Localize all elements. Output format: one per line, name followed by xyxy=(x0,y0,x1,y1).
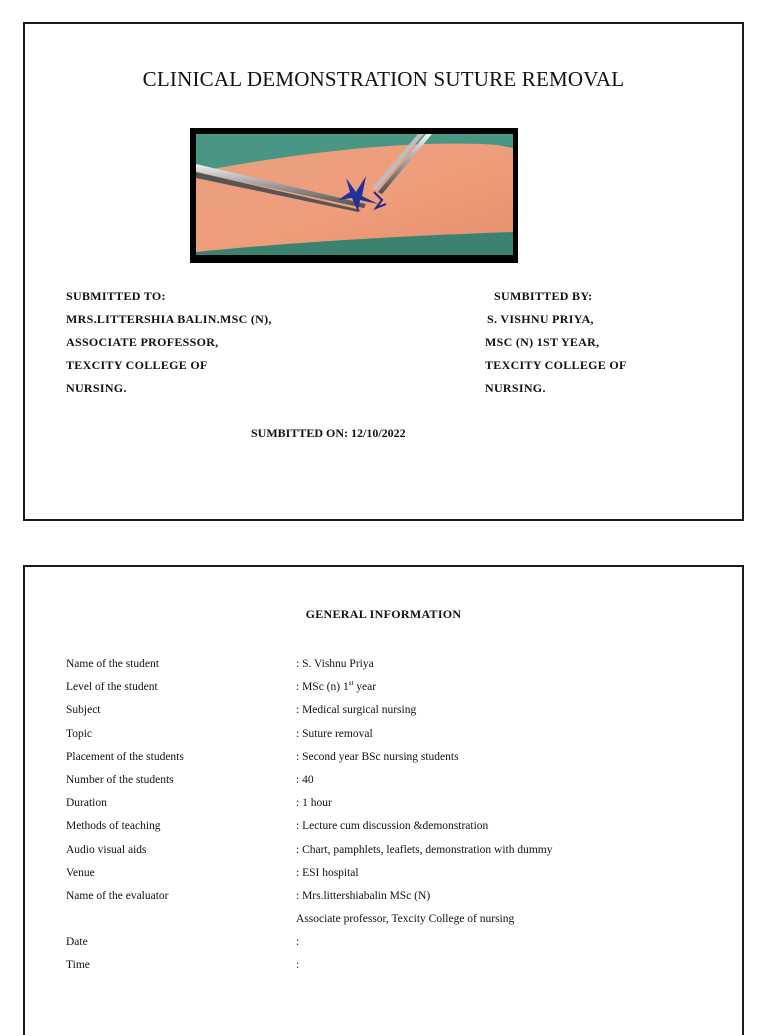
info-value xyxy=(296,839,552,862)
info-value xyxy=(296,746,459,769)
submitted-by-line: MSC (N) 1ST YEAR, xyxy=(485,335,600,349)
info-value xyxy=(296,699,416,722)
info-label: Date xyxy=(66,936,88,949)
submitted-to-block xyxy=(66,285,272,400)
info-value xyxy=(296,653,374,676)
info-value xyxy=(296,792,332,815)
submitted-by-line: NURSING. xyxy=(485,381,546,395)
info-value xyxy=(296,862,359,885)
info-value-superscript: st xyxy=(348,679,354,688)
info-value-text: : Second year BSc nursing students xyxy=(296,750,459,763)
submitted-by-line: S. VISHNU PRIYA, xyxy=(487,312,594,326)
info-label: Subject xyxy=(66,704,101,717)
info-label: Methods of teaching xyxy=(66,820,161,833)
suture-removal-image xyxy=(196,134,513,255)
info-value xyxy=(296,885,430,908)
info-value xyxy=(296,676,376,699)
info-value-text: : Mrs.littershiabalin MSc (N) xyxy=(296,889,431,902)
info-label: Level of the student xyxy=(66,681,158,694)
info-value-text: : ESI hospital xyxy=(296,866,359,879)
submitted-to-line: TEXCITY COLLEGE OF xyxy=(66,358,208,372)
submitted-to-line: NURSING. xyxy=(66,381,127,395)
submitted-on-date: SUMBITTED ON: 12/10/2022 xyxy=(251,426,406,440)
info-value-text: : Chart, pamphlets, leaflets, demonstration with dummy xyxy=(296,843,553,856)
info-label: Audio visual aids xyxy=(66,843,147,856)
submitted-to-line: ASSOCIATE PROFESSOR, xyxy=(66,335,219,349)
info-value xyxy=(296,769,314,792)
info-value-text: : Suture removal xyxy=(296,727,373,740)
info-label: Venue xyxy=(66,866,95,879)
info-value xyxy=(296,815,488,838)
info-value-text: : Medical surgical nursing xyxy=(296,704,417,717)
info-label: Number of the students xyxy=(66,773,174,786)
info-label: Name of the student xyxy=(66,658,159,670)
info-value-text: : MSc (n) 1 xyxy=(296,681,349,694)
info-value xyxy=(296,723,373,746)
suture-removal-photo xyxy=(190,128,518,263)
submitted-by-line: TEXCITY COLLEGE OF xyxy=(485,358,627,372)
info-label: Time xyxy=(66,959,90,972)
info-value-text: : xyxy=(296,959,300,972)
document-title: CLINICAL DEMONSTRATION SUTURE REMOVAL xyxy=(142,67,625,91)
cover-page xyxy=(23,22,744,521)
section-heading: GENERAL INFORMATION xyxy=(305,607,462,621)
submitted-by-heading: SUMBITTED BY: xyxy=(494,289,593,303)
info-value-text: : xyxy=(296,936,300,949)
info-value xyxy=(296,954,299,977)
submitted-to-line: MRS.LITTERSHIA BALIN.MSC (N), xyxy=(66,312,272,326)
submitted-by-block xyxy=(485,285,627,400)
info-value-text: : 1 hour xyxy=(296,797,332,810)
info-label: Duration xyxy=(66,797,107,810)
info-value xyxy=(296,908,514,931)
info-label: Name of the evaluator xyxy=(66,889,169,902)
info-value-text: : 40 xyxy=(296,773,314,786)
submitted-to-heading: SUBMITTED TO: xyxy=(66,289,166,303)
info-label: Placement of the students xyxy=(66,750,184,763)
info-label: Topic xyxy=(66,727,93,740)
info-value xyxy=(296,931,299,954)
info-value-text: Associate professor, Texcity College of nursing xyxy=(296,913,515,926)
info-value-text: : Lecture cum discussion &demonstration xyxy=(296,820,489,833)
info-value-text: : S. Vishnu Priya xyxy=(296,658,374,670)
general-information-page xyxy=(23,565,744,1035)
info-value-suffix: year xyxy=(353,681,377,694)
